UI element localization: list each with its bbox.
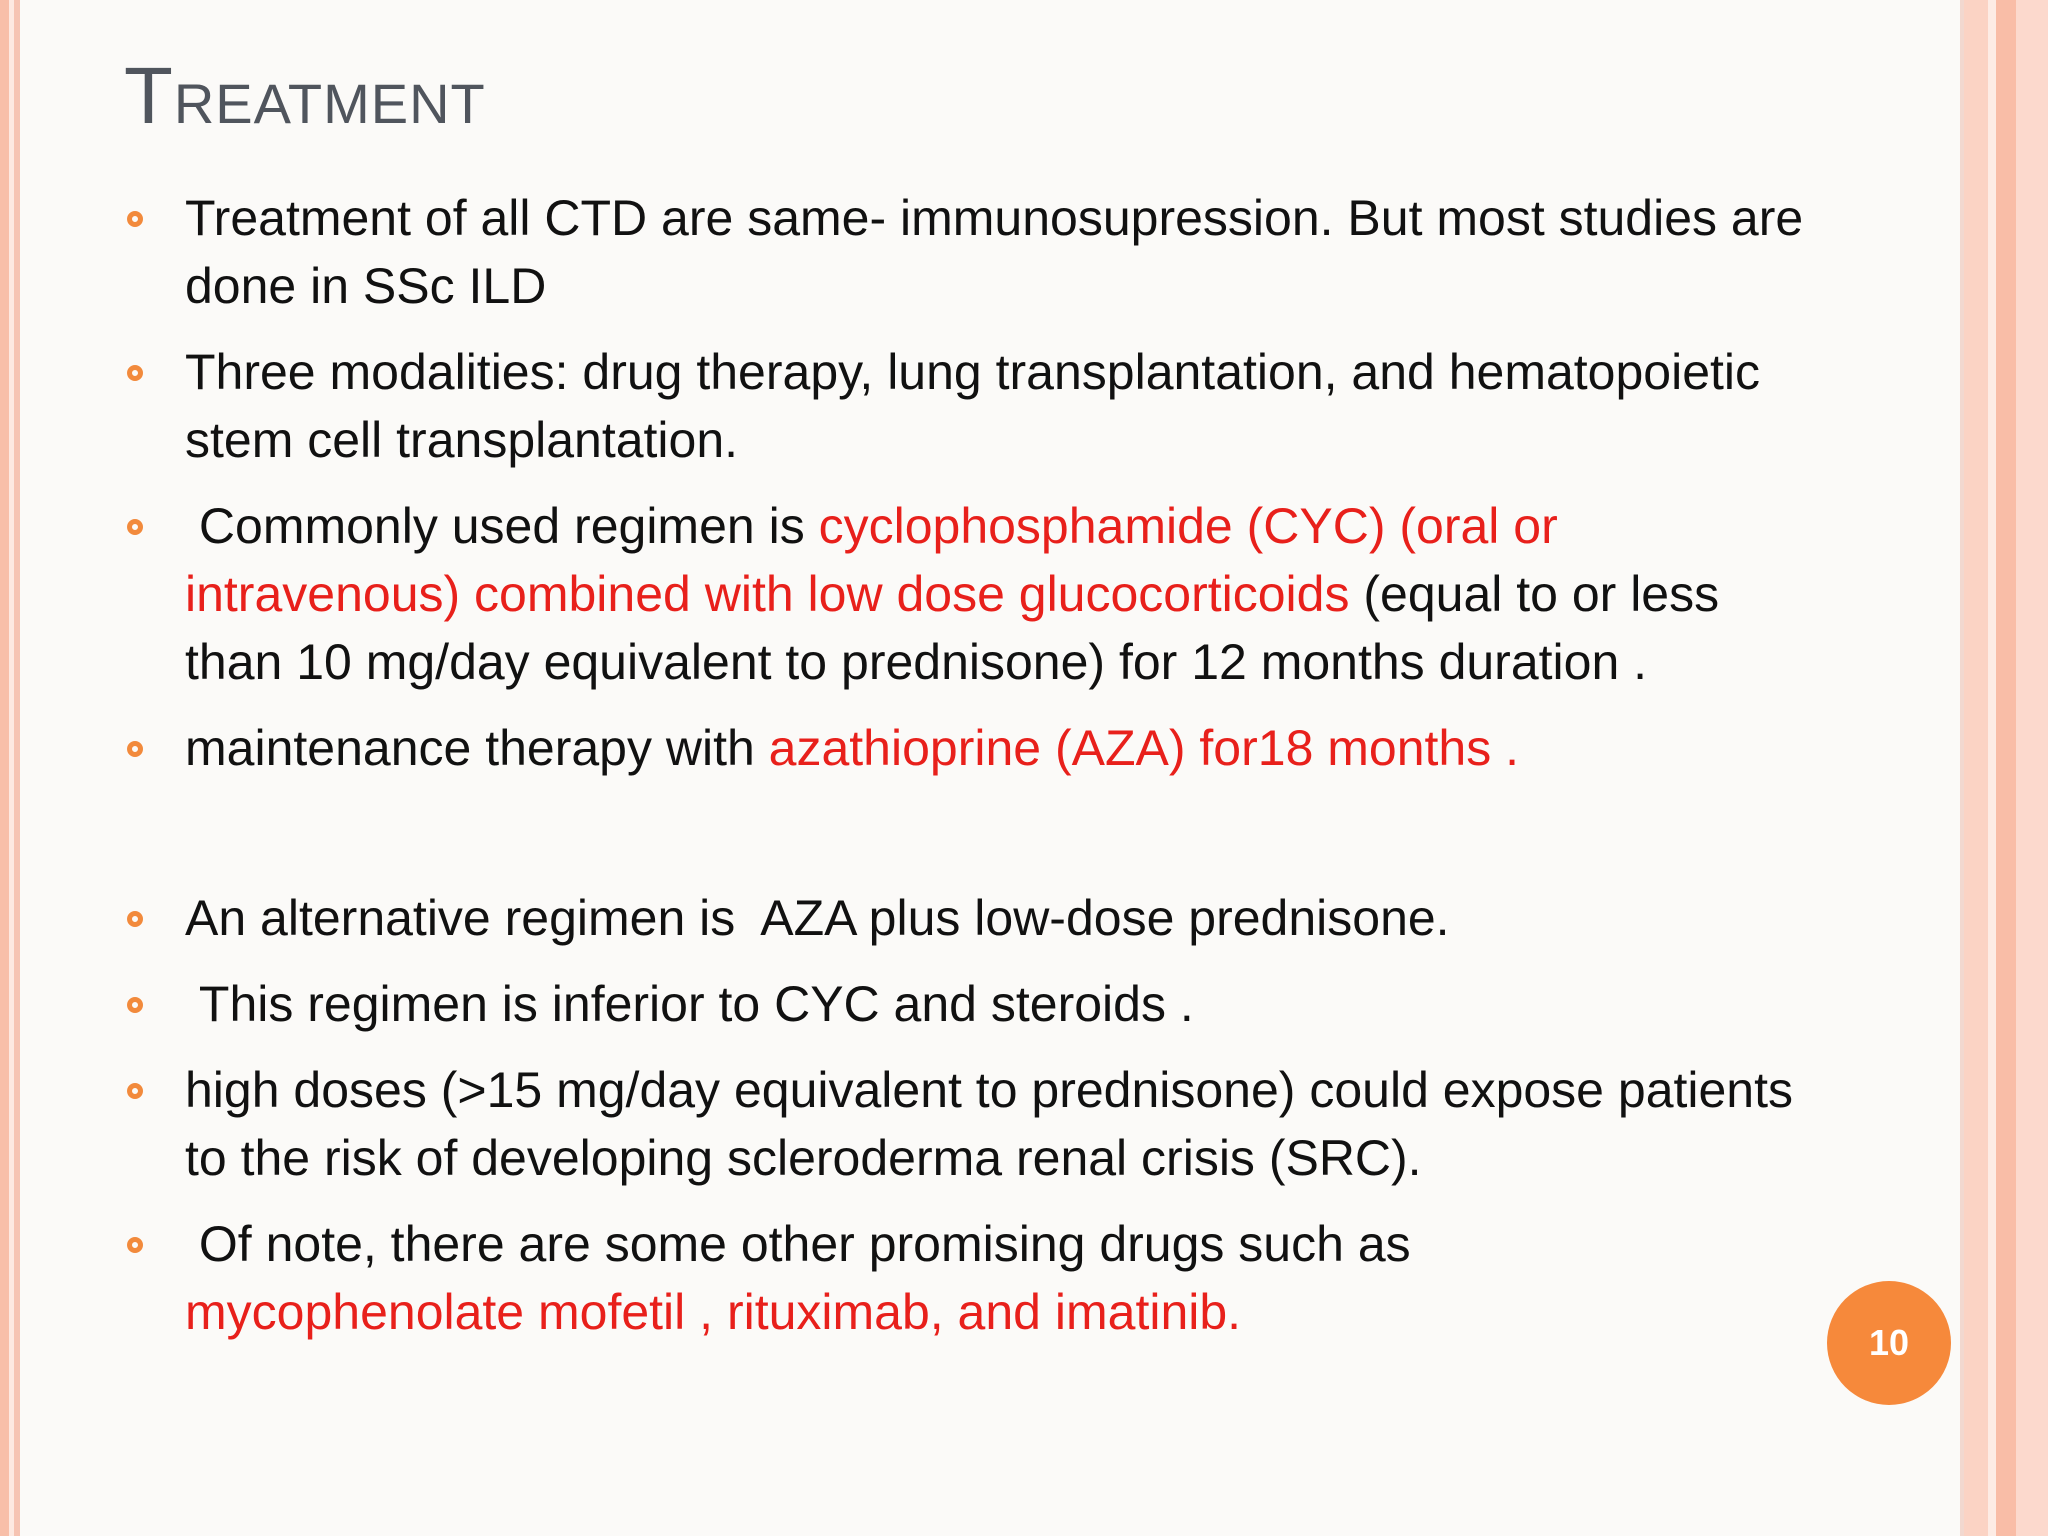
circle-bullet-icon: [127, 211, 143, 227]
circle-bullet-icon: [127, 1083, 143, 1099]
bullet-text: Three modalities: drug therapy, lung transplantation, and hematopoietic stem cell transplantation.: [185, 344, 1761, 468]
circle-bullet-icon: [127, 997, 143, 1013]
right-border-strip: [1996, 0, 2016, 1536]
right-border-strip: [1988, 0, 1996, 1536]
bullet-item: [124, 492, 1824, 696]
bullet-item: [124, 714, 1824, 782]
bullet-highlight-text: mycophenolate mofetil , rituximab, and imatinib.: [185, 1284, 1242, 1340]
bullet-list: [124, 184, 1824, 1364]
bullet-text: high doses (>15 mg/day equivalent to prednisone) could expose patients to the risk of developing scleroderma renal crisis (SRC).: [185, 1062, 1794, 1186]
bullet-item: [124, 970, 1824, 1038]
bullet-highlight-text: cyclophosphamide (CYC) (oral or intravenous) combined with low dose glucocorticoids: [185, 498, 1558, 622]
circle-bullet-icon: [127, 365, 143, 381]
bullet-text: maintenance therapy with: [185, 720, 769, 776]
bullet-item: [124, 1056, 1824, 1192]
circle-bullet-icon: [127, 741, 143, 757]
left-border-strip: [14, 0, 20, 1536]
bullet-text: Commonly used regimen is: [185, 498, 819, 554]
bullet-text: An alternative regimen is AZA plus low-dose prednisone.: [185, 890, 1450, 946]
right-border-strip: [1964, 0, 1988, 1536]
right-border-strip: [2016, 0, 2048, 1536]
bullet-text: (equal to or less than 10 mg/day equivalent to prednisone) for 12 months duration .: [185, 566, 1720, 690]
bullet-item: [124, 884, 1824, 952]
bullet-item: [124, 338, 1824, 474]
circle-bullet-icon: [127, 911, 143, 927]
bullet-item: [124, 1210, 1824, 1346]
left-border-strip: [0, 0, 9, 1536]
bullet-item: [124, 184, 1824, 320]
slide-title: Treatment: [124, 51, 486, 140]
bullet-text: Treatment of all CTD are same- immunosupression. But most studies are done in SSc ILD: [185, 190, 1804, 314]
bullet-text: Of note, there are some other promising drugs such as: [185, 1216, 1425, 1272]
circle-bullet-icon: [127, 1237, 143, 1253]
circle-bullet-icon: [127, 519, 143, 535]
page-number-badge: 10: [1827, 1281, 1951, 1405]
bullet-highlight-text: azathioprine (AZA) for18 months .: [768, 720, 1520, 776]
bullet-text: This regimen is inferior to CYC and steroids .: [185, 976, 1194, 1032]
